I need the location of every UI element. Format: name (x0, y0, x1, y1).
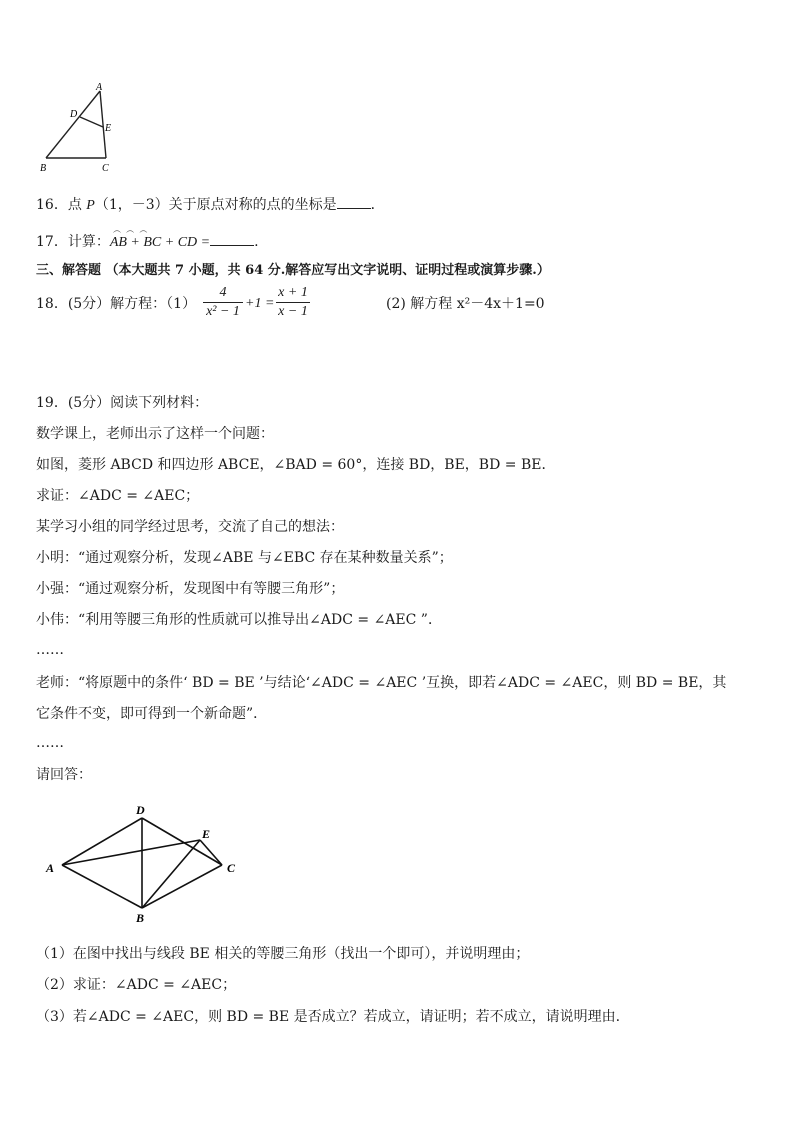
triangle-figure (30, 80, 130, 180)
q19-line9: 老师：“将原题中的条件‘ BD = BE ’与结论‘∠ADC = ∠AEC ’互换，即若∠ADC = ∠AEC，则 BD = BE，其 (36, 675, 727, 691)
q19-line3: 如图，菱形 ABCD 和四边形 ABCE，∠BAD = 60°，连接 BD，BE，BD = BE． (36, 457, 556, 473)
q19-line8: 小伟：“利用等腰三角形的性质就可以推导出∠ADC = ∠AEC ”． (36, 612, 442, 628)
q19-line1: 19．(5分）阅读下列材料： (36, 395, 209, 411)
label-b: B (136, 911, 145, 925)
answer-blank-16[interactable] (337, 194, 371, 209)
label-c: C (227, 861, 236, 875)
sub-question-3: （3）若∠ADC = ∠AEC，则 BD = BE 是否成立？若成立，请证明；若不成立，请说明理由. (36, 1009, 621, 1025)
sub-question-2: （2）求证：∠ADC = ∠AEC； (36, 977, 237, 993)
label-a: A (46, 861, 55, 875)
segment-de (80, 117, 103, 127)
side-dc (142, 818, 222, 865)
vector-arcs: ︵ ︵ ︵ (113, 225, 147, 234)
fraction-2: x + 1 x − 1 (276, 284, 310, 321)
segment-eb (142, 840, 200, 908)
label-a: A (96, 82, 103, 93)
q19-line6: 小明：“通过观察分析，发现∠ABE 与∠EBC 存在某种数量关系”； (36, 550, 453, 566)
label-e: E (105, 123, 112, 134)
question-18-part2: (2) 解方程 x²－4x＋1=0 (386, 296, 545, 312)
fraction-1: 4 x² − 1 (203, 284, 243, 321)
answer-blank-17[interactable] (210, 231, 254, 246)
label-d: D (136, 803, 145, 817)
section-heading: 三、解答题 （本大题共 7 小题，共 64 分.解答应写出文字说明、证明过程或演算步骤.） (36, 263, 550, 278)
question-16: 16．点 P（1，－3）关于原点对称的点的坐标是 ． (36, 194, 385, 216)
rhombus-figure (40, 800, 250, 930)
q19-line5: 某学习小组的同学经过思考，交流了自己的想法： (36, 519, 344, 535)
q19-line4: 求证：∠ADC = ∠AEC； (36, 488, 200, 504)
ellipsis-2: …… (36, 735, 64, 751)
question-18-head: 18．(5分）解方程：（1） (36, 296, 197, 312)
label-b: B (40, 163, 47, 174)
q19-line2: 数学课上，老师出示了这样一个问题： (36, 426, 274, 442)
label-c: C (102, 163, 109, 174)
side-cb (142, 865, 222, 908)
side-ba (62, 865, 142, 908)
sub-question-1: （1）在图中找出与线段 BE 相关的等腰三角形（找出一个即可），并说明理由； (36, 946, 530, 962)
question-17: 17．计算：AB + BC + CD = . (36, 231, 259, 253)
q19-line7: 小强：“通过观察分析，发现图中有等腰三角形”； (36, 581, 345, 597)
q19-line11: 请回答： (36, 767, 92, 783)
label-d: D (70, 109, 78, 120)
segment-ec (200, 840, 222, 865)
label-e: E (202, 827, 211, 841)
equation-middle: +1 = (245, 296, 275, 311)
q19-line10: 它条件不变，即可得到一个新命题”． (36, 706, 268, 722)
side-ab (46, 91, 100, 158)
ellipsis-1: …… (36, 642, 64, 658)
